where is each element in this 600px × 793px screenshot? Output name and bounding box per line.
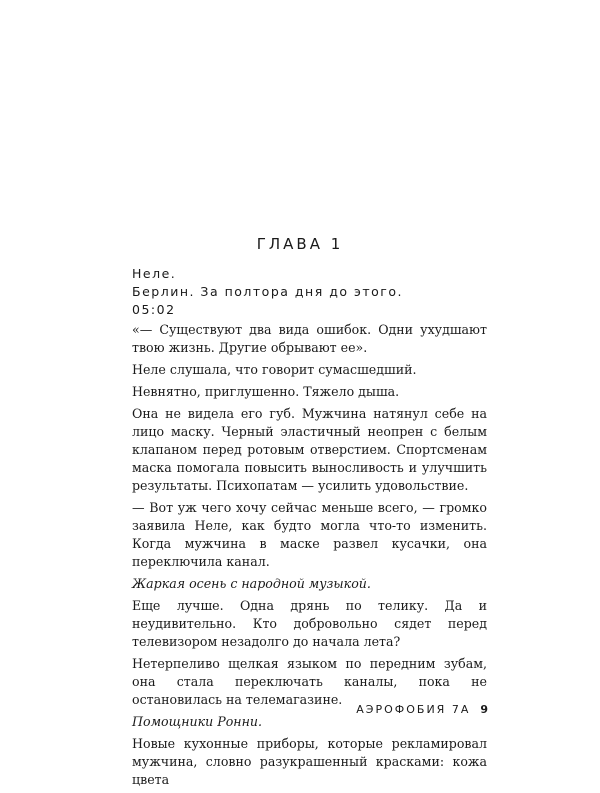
paragraph: «— Существуют два вида ошибок. Одни ухудшают твою жизнь. Другие обрывают ее».: [132, 322, 487, 355]
header-location: Берлин. За полтора дня до этого.: [132, 284, 403, 299]
body-text: [132, 321, 487, 793]
paragraph: Еще лучше. Одна дрянь по телику. Да и неудивительно. Кто добровольно сядет перед телевизором незадолго до начала лета?: [132, 598, 487, 649]
running-title: АЭРОФОБИЯ 7А: [356, 703, 471, 716]
page-footer: [300, 703, 490, 716]
paragraph-italic: Жаркая осень с народной музыкой.: [132, 576, 371, 591]
paragraph: Невнятно, приглушенно. Тяжело дыша.: [132, 384, 400, 399]
paragraph-italic: Помощники Ронни.: [132, 714, 262, 729]
page-number: 9: [480, 703, 490, 716]
header-character: Неле.: [132, 266, 177, 281]
paragraph: Новые кухонные приборы, которые рекламировал мужчина, словно разукрашенный красками: кожа цвета: [132, 736, 487, 787]
paragraph: Неле слушала, что говорит сумасшедший.: [132, 362, 417, 377]
paragraph: Она не видела его губ. Мужчина натянул себе на лицо маску. Черный эластичный неопрен с белым клапаном перед ротовым отверстием. Спортсменам маска помогала повысить выносливость и улучшить результаты. Психопатам — усилить удовольствие.: [132, 406, 487, 493]
header-time: 05:02: [132, 302, 176, 317]
paragraph: Нетерпеливо щелкая языком по передним зубам, она стала переключать каналы, пока не остановилась на телемагазине.: [132, 656, 487, 707]
chapter-title: ГЛАВА 1: [256, 235, 344, 253]
paragraph: — Вот уж чего хочу сейчас меньше всего, — громко заявила Неле, как будто могла что-то изменить. Когда мужчина в маске развел кусачки, она переключила канал.: [132, 500, 487, 569]
chapter-header: [132, 265, 403, 319]
